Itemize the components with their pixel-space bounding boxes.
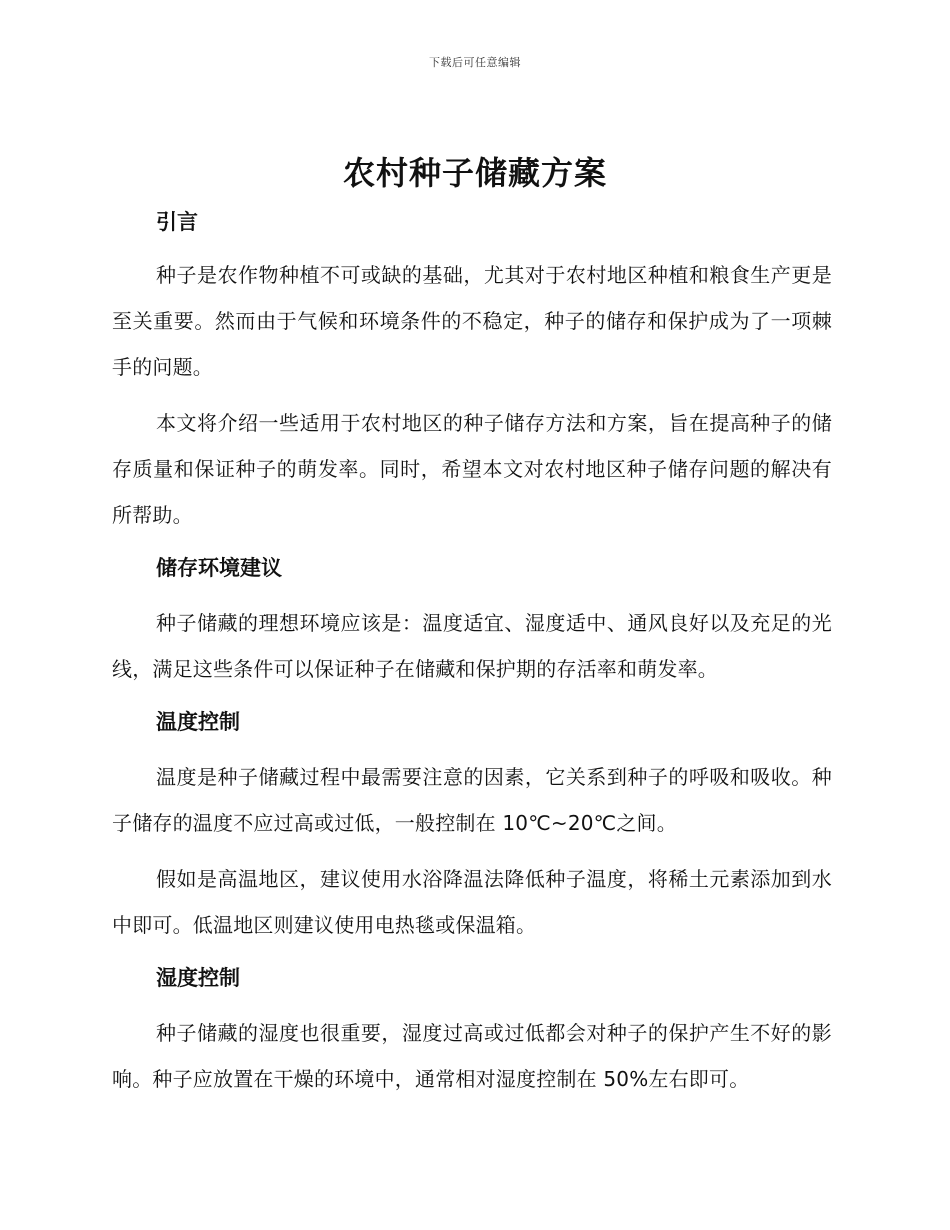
- section-heading-temperature: 温度控制: [156, 710, 240, 734]
- paragraph: 温度是种子储藏过程中最需要注意的因素，它关系到种子的呼吸和吸收。种子储存的温度不应过高或过低，一般控制在 10℃~20℃之间。: [112, 765, 832, 835]
- paragraph: 种子是农作物种植不可或缺的基础，尤其对于农村地区种植和粮食生产更是至关重要。然而由于气候和环境条件的不稳定，种子的储存和保护成为了一项棘手的问题。: [112, 263, 832, 379]
- document-title: 农村种子储藏方案: [342, 154, 607, 192]
- section-heading-storage-environment: 储存环境建议: [156, 556, 282, 580]
- header-note: 下载后可任意编辑: [429, 56, 521, 69]
- section-heading-humidity: 湿度控制: [156, 966, 240, 990]
- paragraph: 假如是高温地区，建议使用水浴降温法降低种子温度，将稀土元素添加到水中即可。低温地区则建议使用电热毯或保温箱。: [112, 867, 832, 937]
- section-heading-intro: 引言: [156, 210, 198, 234]
- paragraph: 种子储藏的湿度也很重要，湿度过高或过低都会对种子的保护产生不好的影响。种子应放置在干燥的环境中，通常相对湿度控制在 50%左右即可。: [112, 1021, 832, 1091]
- document-body: [112, 202, 832, 1112]
- paragraph: 种子储藏的理想环境应该是：温度适宜、湿度适中、通风良好以及充足的光线，满足这些条件可以保证种子在储藏和保护期的存活率和萌发率。: [112, 611, 832, 681]
- paragraph: 本文将介绍一些适用于农村地区的种子储存方法和方案，旨在提高种子的储存质量和保证种子的萌发率。同时，希望本文对农村地区种子储存问题的解决有所帮助。: [112, 411, 832, 527]
